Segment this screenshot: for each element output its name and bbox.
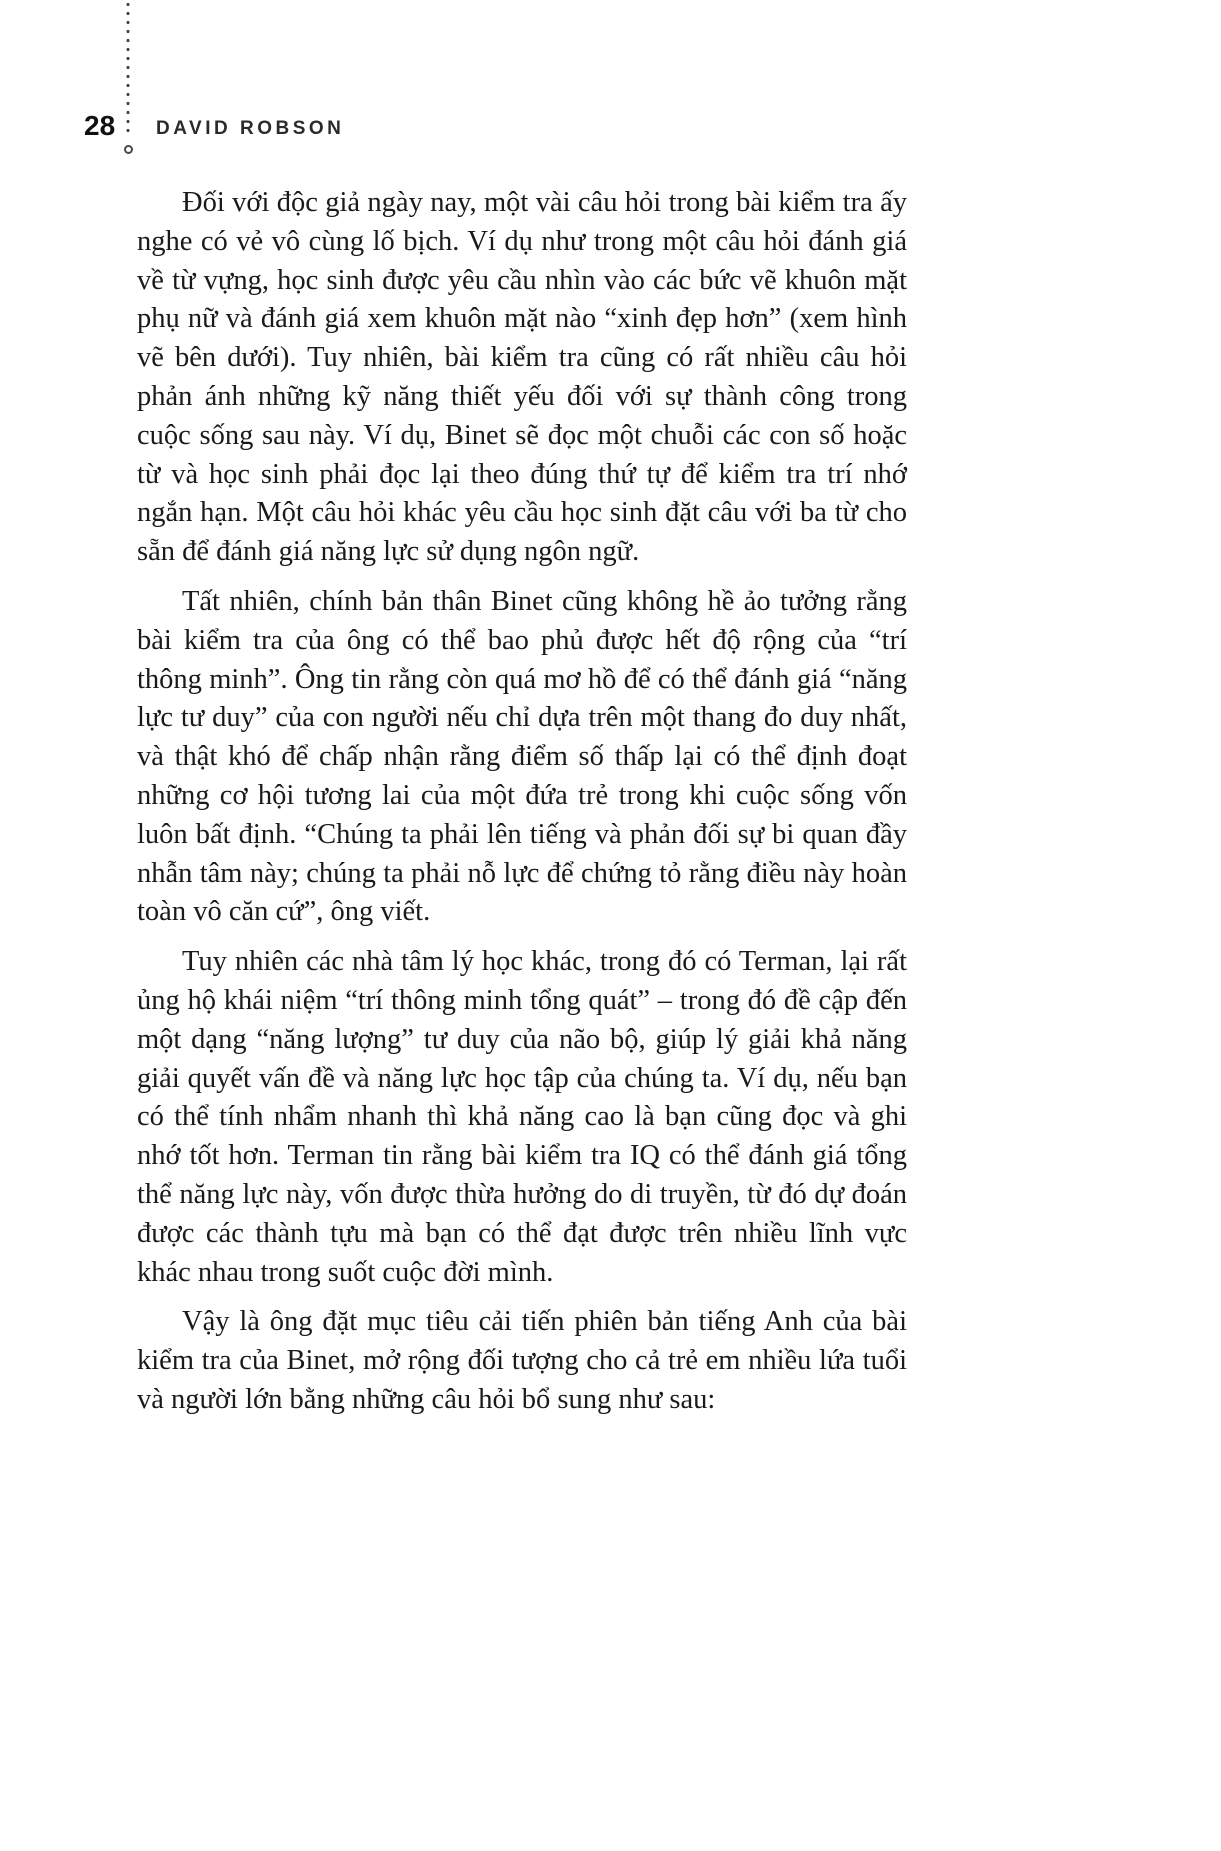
page-number: 28 [84,110,116,141]
paragraph: Tất nhiên, chính bản thân Binet cũng không hề ảo tưởng rằng bài kiểm tra của ông có thể bao phủ được hết độ rộng của “trí thông minh”. Ông tin rằng còn quá mơ hồ để có thể đánh giá “năng lực tư duy” của con người nếu chỉ dựa trên một thang đo duy nhất, và thật khó để chấp nhận rằng điểm số thấp lại có thể định đoạt những cơ hội tương lai của một đứa trẻ trong khi cuộc sống vốn luôn bất định. “Chúng ta phải lên tiếng và phản đối sự bi quan đầy nhẫn tâm này; chúng ta phải nỗ lực để chứng tỏ rằng điều này hoàn toàn vô căn cứ”, ông viết. [137,585,907,928]
dotted-line-decoration [126,0,130,138]
dot-ring-decoration [124,145,133,154]
paragraph: Đối với độc giả ngày nay, một vài câu hỏi trong bài kiểm tra ấy nghe có vẻ vô cùng lố bịch. Ví dụ như trong một câu hỏi đánh giá về từ vựng, học sinh được yêu cầu nhìn vào các bức vẽ khuôn mặt phụ nữ và đánh giá xem khuôn mặt nào “xinh đẹp hơn” (xem hình vẽ bên dưới). Tuy nhiên, bài kiểm tra cũng có rất nhiều câu hỏi phản ánh những kỹ năng thiết yếu đối với sự thành công trong cuộc sống sau này. Ví dụ, Binet sẽ đọc một chuỗi các con số hoặc từ và học sinh phải đọc lại theo đúng thứ tự để kiểm tra trí nhớ ngắn hạn. Một câu hỏi khác yêu cầu học sinh đặt câu với ba từ cho sẵn để đánh giá năng lực sử dụng ngôn ngữ. [137,187,907,568]
paragraph: Vậy là ông đặt mục tiêu cải tiến phiên bản tiếng Anh của bài kiểm tra của Binet, mở rộng đối tượng cho cả trẻ em nhiều lứa tuổi và người lớn bằng những câu hỏi bổ sung như sau: [137,1306,907,1415]
running-header-author: DAVID ROBSON [156,118,345,139]
paragraph: Tuy nhiên các nhà tâm lý học khác, trong đó có Terman, lại rất ủng hộ khái niệm “trí thông minh tổng quát” – trong đó đề cập đến một dạng “năng lượng” tư duy của não bộ, giúp lý giải khả năng giải quyết vấn đề và năng lực học tập của chúng ta. Ví dụ, nếu bạn có thể tính nhẩm nhanh thì khả năng cao là bạn cũng đọc và ghi nhớ tốt hơn. Terman tin rằng bài kiểm tra IQ có thể đánh giá tổng thể năng lực này, vốn được thừa hưởng do di truyền, từ đó dự đoán được các thành tựu mà bạn có thể đạt được trên nhiều lĩnh vực khác nhau trong suốt cuộc đời mình. [137,946,907,1288]
body-text [137,184,907,1431]
